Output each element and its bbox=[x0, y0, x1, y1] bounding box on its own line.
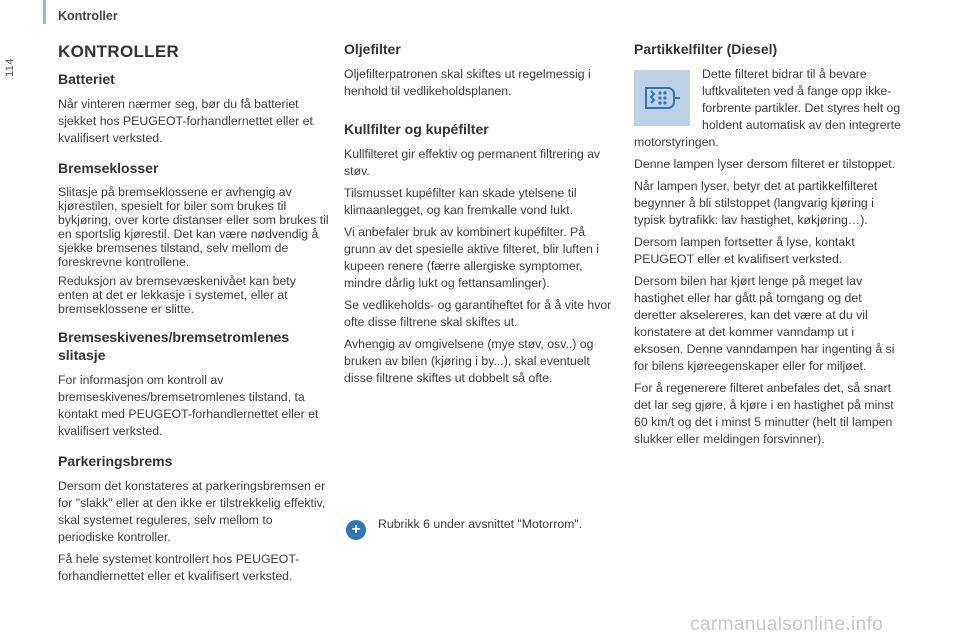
section-bremseklosser bbox=[58, 159, 330, 316]
section-oljefilter bbox=[344, 40, 616, 100]
page-title: KONTROLLER bbox=[58, 42, 180, 61]
column-left bbox=[58, 40, 330, 597]
heading-bremseklosser: Bremseklosser bbox=[58, 160, 159, 176]
text-oljefilter: Oljefilterpatronen skal skiftes ut regelmessig i henhold til vedlikeholdsplanen. bbox=[344, 67, 591, 98]
text-kullfilter-4: Se vedlikeholds- og garantiheftet for å å vite hvor ofte disse filtrene skal skiftes ut. bbox=[344, 298, 612, 329]
heading-batteriet: Batteriet bbox=[58, 71, 115, 87]
text-partikkelfilter-5: Dersom bilen har kjørt lenge på meget lav hastighet eller har gått på tomgang og det deretter akselereres, kan det være at du vil konstatere at det kommer vanndamp ut i eksosen. Denne vanndampen har ingenting å si for bilens kjøreegenskaper eller for miljøet. bbox=[634, 274, 895, 373]
text-bremseklosser-1: Slitasje på bremseklossene er avhengig av kjørestilen, spesielt for biler som brukes til bykjøring, over korte distanser eller som brukes til en sportslig kjørestil. Det kan være nødvendig å sjekke bremsenes tilstand, selv mellom de foreskrevne kontrollene. bbox=[58, 185, 329, 269]
text-bremseklosser-2: Reduksjon av bremsevæskenivået kan bety enten at det er lekkasje i systemet, eller at bremseklossene er slitte. bbox=[58, 274, 296, 316]
section-header: Kontroller bbox=[58, 9, 118, 23]
text-partikkelfilter-2: Denne lampen lyser dersom filteret er tilstoppet. bbox=[634, 157, 896, 171]
text-partikkelfilter-1: Dette filteret bidrar til å bevare luftkvaliteten ved å fange opp ikke-forbrente partikler. Det styres helt og holdent automatisk av den integrerte motorstyringen. bbox=[634, 67, 901, 149]
heading-kullfilter: Kullfilter og kupéfilter bbox=[344, 121, 489, 137]
text-kullfilter-2: Tilsmusset kupéfilter kan skade ytelsene til klimaanlegget, og kan fremkalle vond lukt. bbox=[344, 186, 577, 217]
page-number: 114 bbox=[4, 58, 16, 78]
reference-note-text: Rubrikk 6 under avsnittet "Motorrom". bbox=[378, 517, 583, 531]
text-partikkelfilter-6: For å regenerere filteret anbefales det, så snart det lar seg gjøre, å kjøre i en hastighet på minst 60 km/t og det i minst 5 minutter (helt til lampen slukker eller meldingen forsvinner). bbox=[634, 381, 894, 446]
section-batteriet bbox=[58, 70, 330, 147]
particle-filter-warning-icon bbox=[634, 70, 690, 126]
text-parkeringsbrems-1: Dersom det konstateres at parkeringsbremsen er for "slakk" eller at den ikke er tilstrekkelig effektiv, skal systemet reguleres, selv mellom to periodiske kontroller. bbox=[58, 479, 326, 544]
section-bremseskiver bbox=[58, 328, 330, 440]
sidebar-accent-line bbox=[43, 0, 46, 24]
text-partikkelfilter-3: Når lampen lyser, betyr det at partikkelfilteret begynner å bli stilstoppet (langvarig kjøring i typisk bytrafikk: lav hastighet, køkjøring…). bbox=[634, 179, 878, 227]
text-batteriet: Når vinteren nærmer seg, bør du få batteriet sjekket hos PEUGEOT-forhandlernettet eller et kvalifisert verksted. bbox=[58, 97, 313, 145]
particle-filter-warning-icon-graphic bbox=[642, 82, 682, 114]
reference-note bbox=[344, 516, 624, 538]
section-parkeringsbrems bbox=[58, 452, 330, 585]
plus-icon: + bbox=[346, 520, 366, 540]
text-partikkelfilter-4: Dersom lampen fortsetter å lyse, kontakt PEUGEOT eller et kvalifisert verksted. bbox=[634, 235, 855, 266]
section-kullfilter bbox=[344, 120, 616, 387]
heading-oljefilter: Oljefilter bbox=[344, 41, 401, 57]
text-kullfilter-5: Avhengig av omgivelsene (mye støv, osv..) og bruken av bilen (kjøring i by...), skal eventuelt disse filtrene skiftes ut dobbelt så ofte. bbox=[344, 337, 594, 385]
text-kullfilter-1: Kullfilteret gir effektiv og permanent filtrering av støv. bbox=[344, 147, 601, 178]
heading-partikkelfilter: Partikkelfilter (Diesel) bbox=[634, 41, 778, 57]
column-middle bbox=[344, 40, 616, 399]
text-parkeringsbrems-2: Få hele systemet kontrollert hos PEUGEOT-forhandlernettet eller et kvalifisert verksted. bbox=[58, 552, 300, 583]
text-bremseskiver: For informasjon om kontroll av bremseskivenes/bremsetromlenes tilstand, ta kontakt med PEUGEOT-forhandlernettet eller et kvalifisert verksted. bbox=[58, 373, 319, 438]
heading-bremseskiver: Bremseskivenes/bremsetromlenes slitasje bbox=[58, 329, 290, 363]
column-right bbox=[634, 40, 906, 453]
watermark: carmanualsonline.info bbox=[690, 614, 884, 635]
heading-parkeringsbrems: Parkeringsbrems bbox=[58, 453, 173, 469]
text-kullfilter-3: Vi anbefaler bruk av kombinert kupéfilter. På grunn av det spesielle aktive filteret, blir luften i kupeen renere (færre allergiske symptomer, mindre dårlig lukt og fettansamlinger). bbox=[344, 225, 599, 290]
